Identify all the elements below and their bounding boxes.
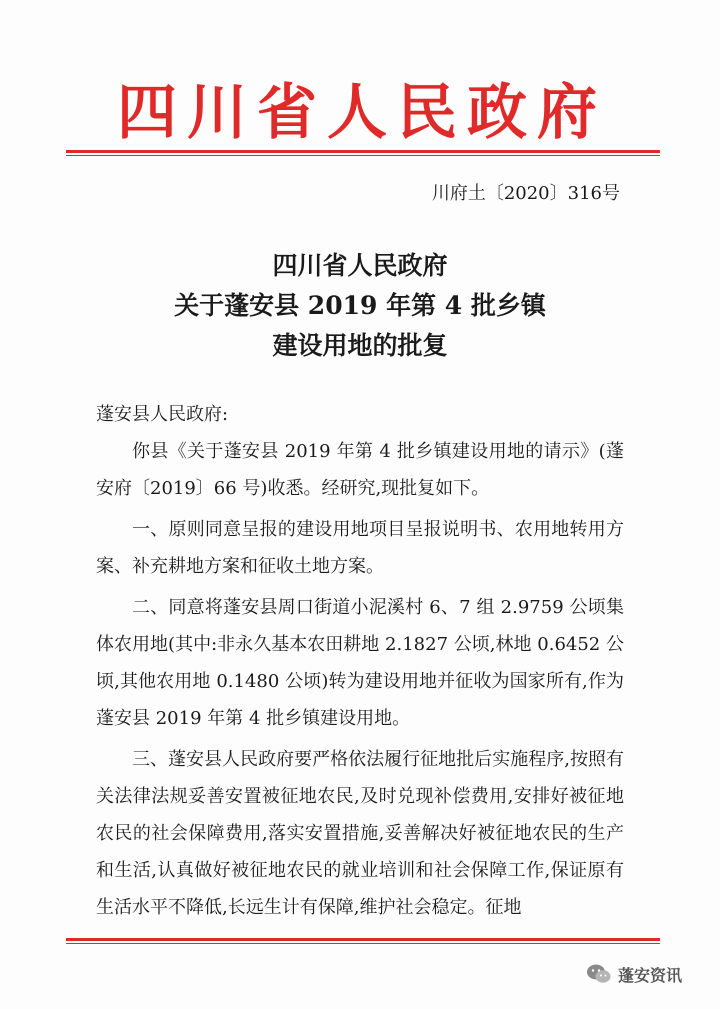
title-line-3: 建设用地的批复: [272, 331, 448, 360]
document-number: 川府土〔2020〕316号: [431, 183, 620, 204]
footer-rule-thick: [66, 938, 660, 941]
paragraph-2: 一、原则同意呈报的建设用地项目呈报说明书、农用地转用方案、补充耕地方案和征收土地方案。: [96, 519, 624, 577]
paragraph-1: 你县《关于蓬安县 2019 年第 4 批乡镇建设用地的请示》(蓬安府〔2019〕66 号)收悉。经研究,现批复如下。: [96, 441, 624, 499]
salutation: 蓬安县人民政府:: [96, 404, 229, 425]
footer-rule-thin: [66, 943, 660, 944]
paragraph-3: 二、同意将蓬安县周口街道小泥溪村 6、7 组 2.9759 公顷集体农用地(其中:非永久基本农田耕地 2.1827 公顷,林地 0.6452 公顷,其他农用地 0.1480 公顷)转为建设用地并征收为国家所有,作为蓬安县 2019 年第 4 批乡镇建设用地。: [96, 597, 624, 729]
header-rule-thin: [66, 155, 660, 156]
title-line-2: 关于蓬安县 2019 年第 4 批乡镇: [174, 291, 546, 320]
wechat-icon: [586, 963, 612, 985]
issuer-header: 四川省人民政府: [117, 78, 607, 148]
watermark-text: 蓬安资讯: [618, 965, 683, 985]
watermark: [586, 960, 682, 988]
header-rule-thick: [66, 150, 660, 153]
document-title: [60, 246, 660, 366]
document-body: [96, 396, 624, 930]
paragraph-4: 三、蓬安县人民政府要严格依法履行征地批后实施程序,按照有关法律法规妥善安置被征地农民,及时兑现补偿费用,安排好被征地农民的社会保障费用,落实安置措施,妥善解决好被征地农民的生产和生活,认真做好被征地农民的就业培训和社会保障工作,保证原有生活水平不降低,长远生计有保障,维护社会稳定。征地: [96, 749, 624, 918]
title-line-1: 四川省人民政府: [272, 251, 448, 280]
